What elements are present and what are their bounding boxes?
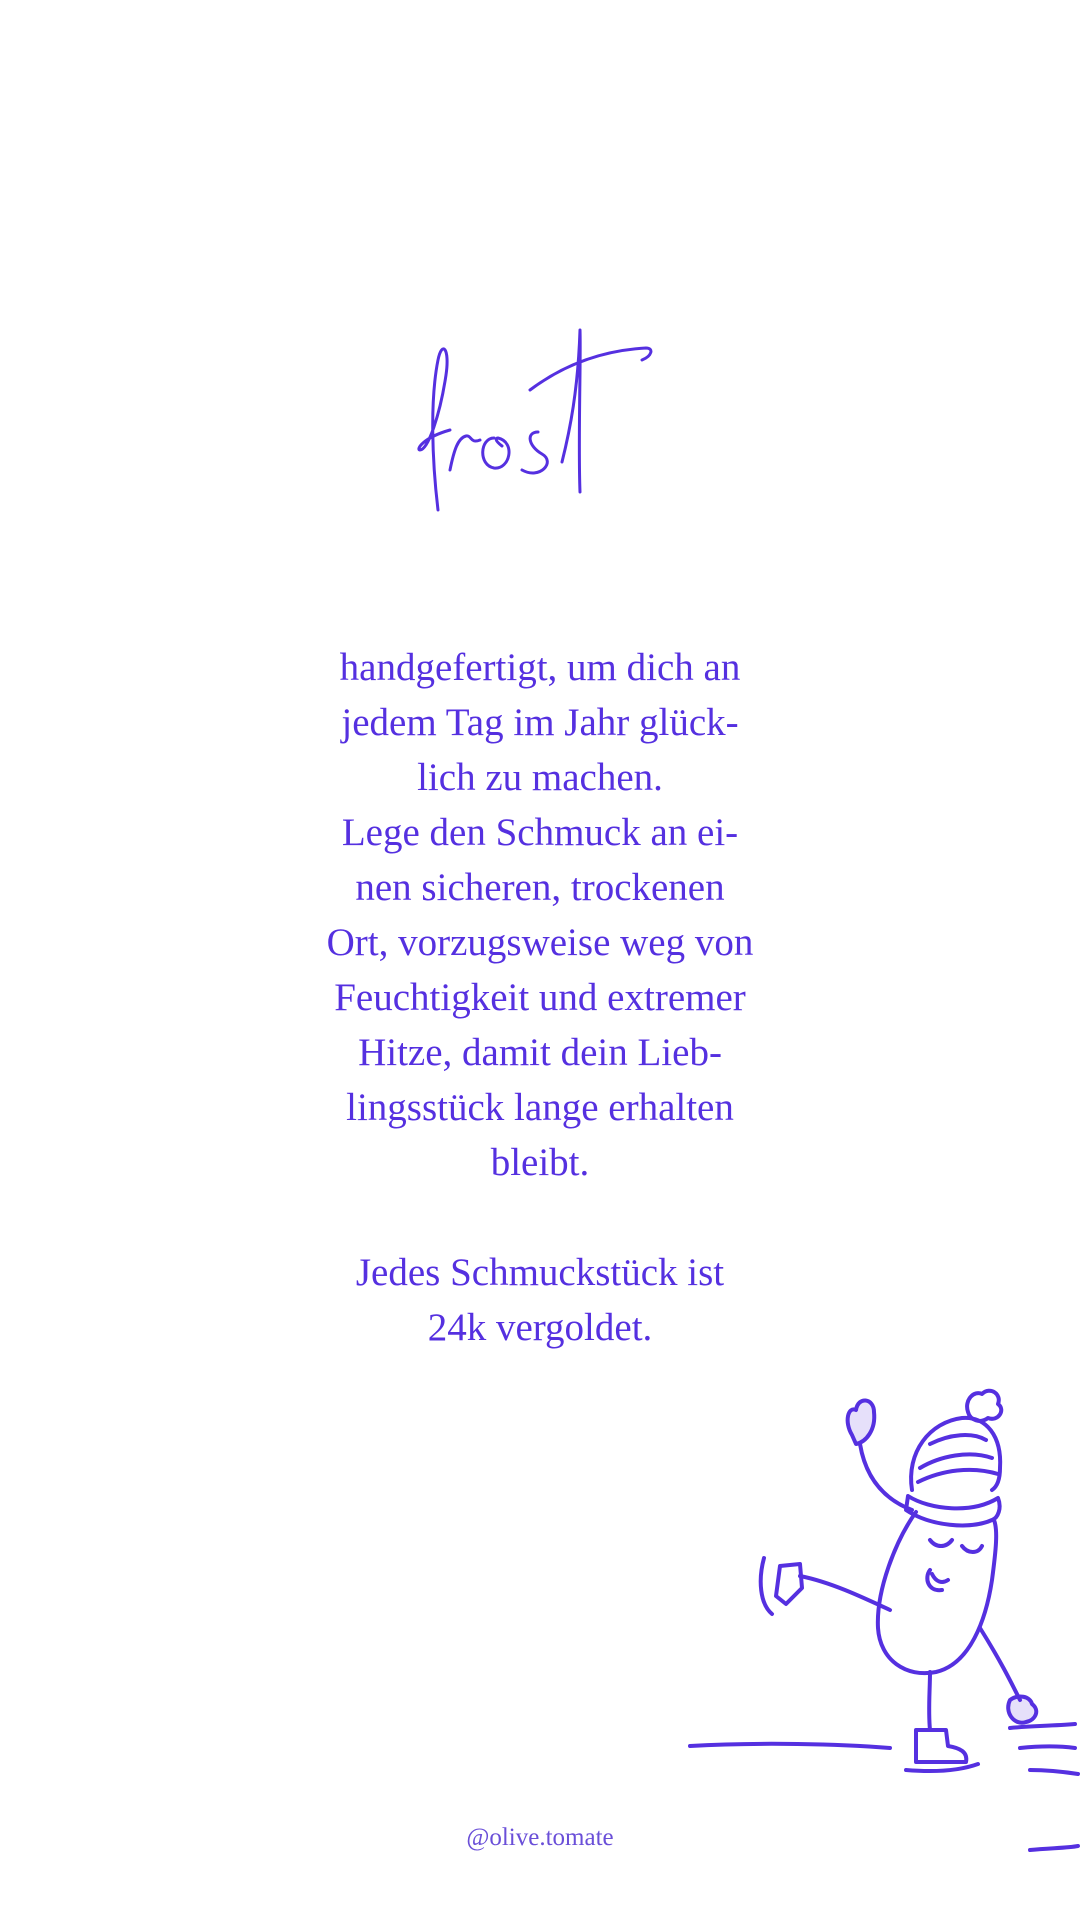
text-line: Hitze, damit dein Lieb- xyxy=(358,1031,722,1074)
text-line: handgefertigt, um dich an xyxy=(339,646,741,689)
instagram-handle: @olive.tomate xyxy=(466,1824,614,1851)
text-line: Jedes Schmuckstück ist xyxy=(355,1251,725,1294)
text-line: jedem Tag im Jahr glück- xyxy=(341,701,739,744)
text-line: lich zu machen. xyxy=(417,756,663,799)
text-line: Lege den Schmuck an ei- xyxy=(341,811,739,854)
text-line: Feuchtigkeit und extremer xyxy=(334,976,746,1019)
skating-olive-illustration-icon xyxy=(680,1360,1080,1880)
skating-olive-illustration xyxy=(680,1360,1080,1880)
paragraph-gap xyxy=(240,1190,840,1245)
text-line: lingsstück lange erhalten xyxy=(346,1086,734,1129)
care-instructions xyxy=(240,640,840,1355)
text-line: 24k vergoldet. xyxy=(427,1306,653,1349)
text-line: nen sicheren, trockenen xyxy=(355,866,725,909)
title-script xyxy=(410,320,680,530)
text-line: bleibt. xyxy=(490,1141,590,1184)
text-line: Ort, vorzugsweise weg von xyxy=(326,921,754,964)
frost-script-logo-icon xyxy=(410,320,680,530)
